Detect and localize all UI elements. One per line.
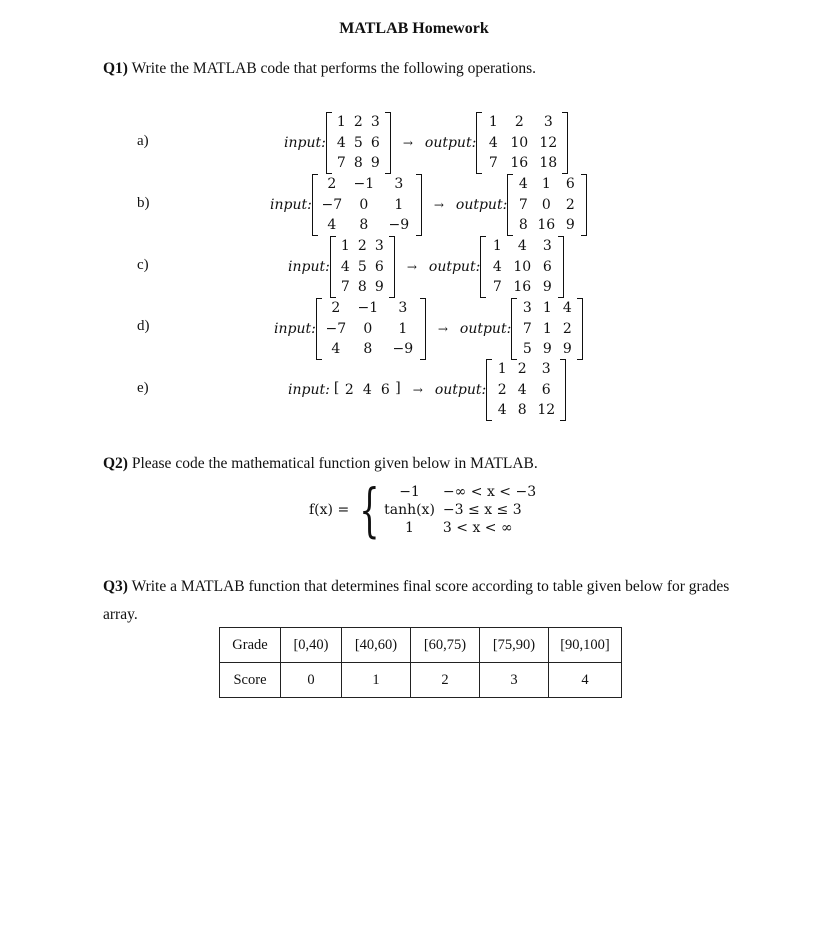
- matrix-cell: 3: [370, 114, 380, 131]
- matrix-cell: −7: [321, 196, 343, 213]
- matrix-cell: 8: [363, 341, 373, 358]
- arrow-icon: →: [402, 135, 413, 150]
- matrix-cell: 0: [541, 196, 551, 213]
- matrix-cell: 2: [327, 176, 337, 193]
- matrix-cell: 4: [518, 176, 528, 193]
- matrix-cell: 4: [340, 258, 350, 275]
- q1-prompt: [103, 60, 536, 78]
- matrix-cell: 1: [336, 114, 346, 131]
- output-label: output:: [424, 134, 477, 151]
- matrix-cell: 16: [510, 155, 529, 172]
- matrix-cell: 10: [510, 134, 529, 151]
- matrix-cell: 2: [562, 320, 572, 337]
- case-value: 1: [405, 520, 414, 536]
- input-matrix: [326, 112, 391, 174]
- matrix-cell: 6: [541, 381, 551, 398]
- arrow-icon: →: [437, 321, 448, 336]
- matrix-cell: −1: [357, 300, 379, 317]
- q3-label: Q3): [103, 578, 128, 595]
- matrix-cell: 16: [513, 279, 532, 296]
- input-matrix: [316, 298, 426, 360]
- matrix-cell: 8: [357, 279, 367, 296]
- part-d-label: d): [137, 318, 150, 334]
- output-matrix: [486, 359, 566, 421]
- matrix-cell: 18: [539, 155, 558, 172]
- piecewise-function: [309, 476, 537, 544]
- table-cell: [90,100]: [549, 628, 622, 663]
- output-label: output:: [455, 196, 508, 213]
- table-cell: 0: [281, 663, 342, 698]
- table-cell: [40,60): [342, 628, 411, 663]
- matrix-cell: 5: [522, 341, 532, 358]
- matrix-cell: 1: [398, 320, 408, 337]
- part-e-label: e): [137, 380, 149, 396]
- matrix-cell: 4: [331, 341, 341, 358]
- matrix-cell: 1: [497, 361, 507, 378]
- input-label: input:: [284, 134, 326, 151]
- matrix-cell: 8: [517, 402, 527, 419]
- part-c-label: c): [137, 257, 149, 273]
- matrix-cell: 4: [488, 134, 498, 151]
- matrix-cell: 1: [492, 238, 502, 255]
- output-label: output:: [434, 381, 487, 398]
- output-matrix: [476, 112, 568, 174]
- matrix-cell: 9: [374, 279, 384, 296]
- arrow-icon: →: [412, 382, 423, 397]
- matrix-cell: 7: [340, 279, 350, 296]
- part-c-equation: [288, 236, 564, 298]
- matrix-cell: 4: [517, 238, 527, 255]
- matrix-cell: 12: [539, 134, 558, 151]
- matrix-cell: 3: [542, 238, 552, 255]
- matrix-cell: 2: [344, 381, 354, 398]
- cases-grid: [384, 483, 536, 537]
- output-label: output:: [428, 258, 481, 275]
- q3-text: Write a MATLAB function that determines final score according to table given below for grades array.: [103, 578, 730, 623]
- matrix-cell: 9: [542, 341, 552, 358]
- q2-prompt: [103, 455, 538, 473]
- matrix-cell: 1: [488, 114, 498, 131]
- table-cell: 4: [549, 663, 622, 698]
- left-brace-icon: {: [359, 476, 380, 544]
- matrix-cell: 6: [380, 381, 390, 398]
- matrix-cell: 4: [492, 258, 502, 275]
- matrix-cell: 1: [542, 320, 552, 337]
- input-label: input:: [288, 381, 330, 398]
- matrix-cell: −9: [392, 341, 414, 358]
- matrix-cell: 3: [541, 361, 551, 378]
- matrix-cell: 16: [537, 217, 556, 234]
- case-value: −1: [399, 484, 420, 500]
- matrix-cell: 2: [497, 381, 507, 398]
- matrix-cell: 8: [353, 155, 363, 172]
- matrix-cell: 6: [374, 258, 384, 275]
- matrix-cell: 12: [537, 402, 556, 419]
- matrix-cell: 8: [359, 217, 369, 234]
- case-value: tanh(x): [384, 502, 435, 518]
- arrow-icon: →: [433, 197, 444, 212]
- table-row: [220, 628, 622, 663]
- matrix-cell: 9: [542, 279, 552, 296]
- matrix-cell: 4: [362, 381, 372, 398]
- output-matrix: [507, 174, 587, 236]
- matrix-cell: 4: [497, 402, 507, 419]
- table-row: [220, 663, 622, 698]
- q1-text: Write the MATLAB code that performs the following operations.: [131, 60, 537, 77]
- output-label: output:: [459, 320, 512, 337]
- matrix-cell: 3: [543, 114, 553, 131]
- matrix-cell: 9: [562, 341, 572, 358]
- matrix-cell: 3: [398, 300, 408, 317]
- part-a-label: a): [137, 133, 149, 149]
- case-condition: −3 ≤ x ≤ 3: [442, 502, 522, 518]
- input-label: input:: [288, 258, 330, 275]
- matrix-cell: 3: [374, 238, 384, 255]
- matrix-cell: 1: [340, 238, 350, 255]
- table-cell: 1: [342, 663, 411, 698]
- matrix-cell: 9: [370, 155, 380, 172]
- table-header-cell: Grade: [220, 628, 281, 663]
- matrix-cell: 7: [488, 155, 498, 172]
- matrix-cell: −9: [388, 217, 410, 234]
- q2-text: Please code the mathematical function given below in MATLAB.: [131, 455, 538, 472]
- input-row-vector: [ 2 4 6 ]: [333, 379, 401, 398]
- table-cell: [60,75): [411, 628, 480, 663]
- matrix-cell: 1: [542, 300, 552, 317]
- matrix-cell: 3: [394, 176, 404, 193]
- matrix-cell: 10: [513, 258, 532, 275]
- part-d-equation: [274, 298, 583, 360]
- arrow-icon: →: [406, 259, 417, 274]
- table-header-cell: Score: [220, 663, 281, 698]
- matrix-cell: −1: [353, 176, 375, 193]
- input-label: input:: [270, 196, 312, 213]
- matrix-cell: 8: [518, 217, 528, 234]
- matrix-cell: 7: [522, 320, 532, 337]
- matrix-cell: 2: [514, 114, 524, 131]
- case-condition: −∞ < x < −3: [442, 484, 537, 500]
- table-cell: 2: [411, 663, 480, 698]
- output-matrix: [480, 236, 564, 298]
- matrix-cell: 0: [363, 320, 373, 337]
- matrix-cell: 4: [562, 300, 572, 317]
- matrix-cell: −7: [325, 320, 347, 337]
- part-b-label: b): [137, 195, 150, 211]
- table-cell: 3: [480, 663, 549, 698]
- matrix-cell: 1: [541, 176, 551, 193]
- input-label: input:: [274, 320, 316, 337]
- q1-label: Q1): [103, 60, 128, 77]
- score-table: [219, 627, 622, 698]
- matrix-cell: 1: [394, 196, 404, 213]
- matrix-cell: 3: [522, 300, 532, 317]
- matrix-cell: 0: [359, 196, 369, 213]
- part-a-equation: [284, 112, 568, 174]
- matrix-cell: 4: [517, 381, 527, 398]
- table-cell: [75,90): [480, 628, 549, 663]
- matrix-cell: 2: [517, 361, 527, 378]
- matrix-cell: 5: [353, 134, 363, 151]
- input-matrix: [330, 236, 395, 298]
- matrix-cell: 6: [565, 176, 575, 193]
- matrix-cell: 4: [327, 217, 337, 234]
- q2-label: Q2): [103, 455, 128, 472]
- matrix-cell: 6: [542, 258, 552, 275]
- input-matrix: [312, 174, 422, 236]
- matrix-cell: 7: [336, 155, 346, 172]
- matrix-cell: 2: [565, 196, 575, 213]
- matrix-cell: 2: [353, 114, 363, 131]
- matrix-cell: 4: [336, 134, 346, 151]
- matrix-cell: 2: [331, 300, 341, 317]
- page-title: MATLAB Homework: [339, 20, 489, 37]
- q3-prompt: [103, 573, 743, 629]
- matrix-cell: 9: [565, 217, 575, 234]
- part-e-equation: [288, 359, 566, 421]
- table-cell: [0,40): [281, 628, 342, 663]
- matrix-cell: 7: [518, 196, 528, 213]
- matrix-cell: 5: [357, 258, 367, 275]
- matrix-cell: 6: [370, 134, 380, 151]
- function-lhs: f(x) =: [309, 502, 350, 518]
- matrix-cell: 7: [492, 279, 502, 296]
- case-condition: 3 < x < ∞: [442, 520, 513, 536]
- matrix-cell: 2: [357, 238, 367, 255]
- part-b-equation: [270, 174, 587, 236]
- output-matrix: [511, 298, 583, 360]
